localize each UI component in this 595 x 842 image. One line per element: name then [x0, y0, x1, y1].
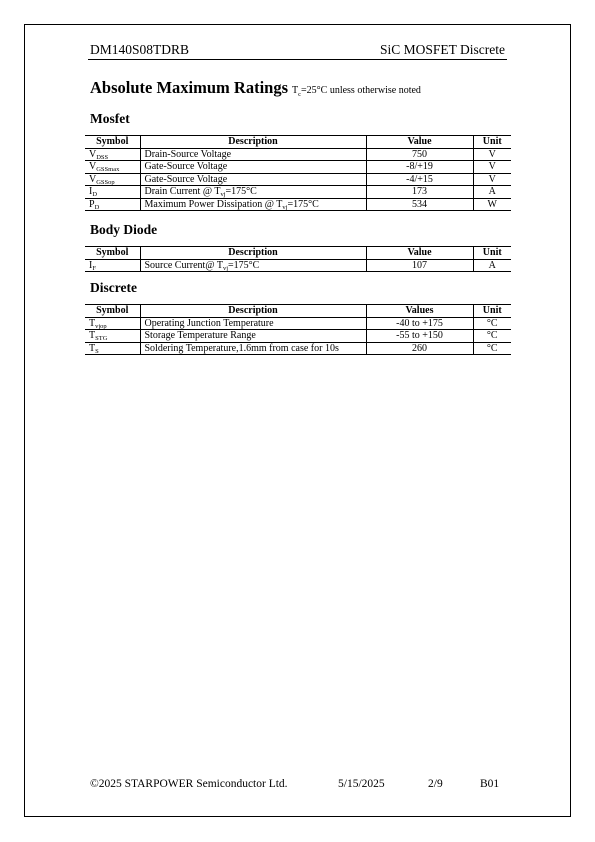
col-header-value: Values [366, 305, 473, 318]
table-row [85, 198, 511, 211]
table-header-row [85, 247, 511, 260]
table-row [85, 342, 511, 355]
section-heading-discrete: Discrete [90, 280, 137, 295]
col-header-unit: Unit [473, 136, 511, 149]
footer-copyright: ©2025 STARPOWER Semiconductor Ltd. [90, 778, 288, 790]
footer-page-number: 2/9 [428, 778, 443, 790]
symbol-cell: $P_D$ [85, 198, 140, 211]
description-cell: Storage Temperature Range [140, 330, 366, 343]
table-header-row [85, 136, 511, 149]
unit-cell: °C [473, 317, 511, 330]
symbol-cell: $V_{DSS}$ [85, 148, 140, 161]
mosfet-table [85, 135, 511, 211]
unit-cell: A [473, 259, 511, 272]
unit-cell: V [473, 148, 511, 161]
discrete-table [85, 304, 511, 355]
page-title [90, 78, 421, 98]
symbol-cell: $T_{vjop}$ [85, 317, 140, 330]
body-diode-table [85, 246, 511, 272]
table-row [85, 317, 511, 330]
description-cell: Gate-Source Voltage [140, 173, 366, 186]
symbol-cell: $I_F$ [85, 259, 140, 272]
col-header-symbol: Symbol [85, 247, 140, 260]
value-cell: 534 [366, 198, 473, 211]
col-header-unit: Unit [473, 305, 511, 318]
description-cell: Drain-Source Voltage [140, 148, 366, 161]
col-header-value: Value [366, 136, 473, 149]
value-cell: 260 [366, 342, 473, 355]
symbol-cell: $V_{GSSop}$ [85, 173, 140, 186]
value-cell: 750 [366, 148, 473, 161]
table-row [85, 173, 511, 186]
product-type: SiC MOSFET Discrete [379, 42, 505, 57]
footer-date: 5/15/2025 [338, 778, 385, 790]
table-header-row [85, 305, 511, 318]
unit-cell: V [473, 173, 511, 186]
section-heading-mosfet: Mosfet [90, 111, 130, 126]
table-row [85, 330, 511, 343]
description-cell: Maximum Power Dissipation @ $T_{vj}=175^\circ C$ [140, 198, 366, 211]
part-number: DM140S08TDRB [90, 42, 190, 57]
col-header-unit: Unit [473, 247, 511, 260]
description-cell: Drain Current @ $T_{vj}=175^\circ C$ [140, 186, 366, 199]
table-row [85, 148, 511, 161]
table-row [85, 186, 511, 199]
col-header-symbol: Symbol [85, 305, 140, 318]
section-heading-body-diode: Body Diode [90, 222, 158, 237]
description-cell: Source Current@ $T_{vj}=175^\circ C$ [140, 259, 366, 272]
unit-cell: °C [473, 330, 511, 343]
header-divider [88, 59, 507, 60]
description-cell: Operating Junction Temperature [140, 317, 366, 330]
table-row [85, 259, 511, 272]
value-cell: -40 to +175 [366, 317, 473, 330]
description-cell: Gate-Source Voltage [140, 161, 366, 174]
symbol-cell: $T_{STG}$ [85, 330, 140, 343]
value-cell: 173 [366, 186, 473, 199]
unit-cell: W [473, 198, 511, 211]
value-cell: -55 to +150 [366, 330, 473, 343]
symbol-cell: $I_D$ [85, 186, 140, 199]
unit-cell: V [473, 161, 511, 174]
unit-cell: A [473, 186, 511, 199]
symbol-cell: $T_S$ [85, 342, 140, 355]
description-cell: Soldering Temperature,1.6mm from case for 10s [140, 342, 366, 355]
col-header-value: Value [366, 247, 473, 260]
unit-cell: °C [473, 342, 511, 355]
col-header-description: Description [140, 136, 366, 149]
title-main: Absolute Maximum Ratings [90, 78, 289, 97]
footer-revision: B01 [480, 778, 500, 790]
value-cell: 107 [366, 259, 473, 272]
title-condition: $T_c=25^\circ C$ unless otherwise noted [292, 85, 421, 98]
col-header-description: Description [140, 247, 366, 260]
table-row [85, 161, 511, 174]
col-header-symbol: Symbol [85, 136, 140, 149]
value-cell: -4/+15 [366, 173, 473, 186]
symbol-cell: $V_{GSSmax}$ [85, 161, 140, 174]
value-cell: -8/+19 [366, 161, 473, 174]
col-header-description: Description [140, 305, 366, 318]
